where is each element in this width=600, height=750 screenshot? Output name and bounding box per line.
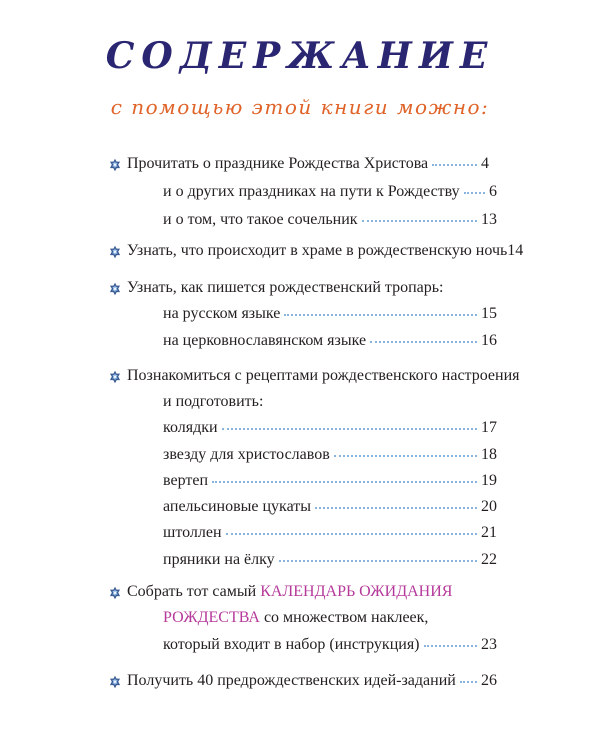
toc-entry-text: Узнать, как пишется рождественский тропарь: bbox=[127, 279, 444, 296]
toc-subentry bbox=[163, 304, 497, 324]
snowflake-icon bbox=[108, 675, 122, 689]
toc-entry-text: и о других праздниках на пути к Рождеству bbox=[163, 183, 460, 200]
toc-entry-page: 21 bbox=[481, 524, 497, 541]
toc-entry-text: звезду для христославов bbox=[163, 446, 330, 463]
toc-entry-text: и подготовить: bbox=[163, 393, 264, 410]
toc-entry-continuation bbox=[163, 392, 497, 412]
toc-entry-page: 19 bbox=[481, 472, 497, 489]
toc-subentry bbox=[163, 331, 497, 351]
toc-entry bbox=[127, 366, 520, 386]
toc-entry bbox=[127, 671, 497, 691]
toc-entry-continuation bbox=[163, 608, 497, 628]
toc-entry-text: Узнать, что происходит в храме в рождественскую ночь bbox=[127, 242, 508, 259]
calendar-title-highlight: РОЖДЕСТВА bbox=[163, 609, 260, 626]
toc-subentry bbox=[163, 445, 497, 465]
snowflake-icon bbox=[108, 158, 122, 172]
toc-entry-page: 15 bbox=[481, 305, 497, 322]
dot-leader bbox=[432, 160, 477, 166]
toc-subentry bbox=[163, 210, 497, 230]
dot-leader bbox=[362, 216, 477, 222]
toc-entry-text: на церковнославянском языке bbox=[163, 332, 367, 349]
toc-entry-text: Собрать тот самый bbox=[127, 583, 257, 600]
dot-leader bbox=[226, 529, 477, 535]
toc-entry-text: колядки bbox=[163, 419, 218, 436]
toc-entry-page: 18 bbox=[481, 446, 497, 463]
toc-entry-text: Познакомиться с рецептами рождественского настроения bbox=[127, 367, 520, 384]
toc-entry bbox=[127, 278, 497, 298]
toc-entry-text: вертеп bbox=[163, 472, 209, 489]
page-title: СОДЕРЖАНИЕ bbox=[105, 35, 495, 77]
dot-leader bbox=[284, 310, 477, 316]
toc-entry-page: 14 bbox=[507, 242, 524, 259]
toc-entry-text: и о том, что такое сочельник bbox=[163, 211, 358, 228]
toc-entry-page: 22 bbox=[481, 551, 497, 568]
dot-leader bbox=[424, 641, 478, 647]
toc-entry-page: 6 bbox=[489, 183, 497, 200]
toc-subentry bbox=[163, 418, 497, 438]
dot-leader bbox=[279, 556, 477, 562]
dot-leader bbox=[334, 451, 477, 457]
toc-entry-page: 20 bbox=[481, 498, 497, 515]
toc-entry-text: на русском языке bbox=[163, 305, 281, 322]
toc-entry-page: 23 bbox=[481, 636, 497, 653]
dot-leader bbox=[460, 677, 477, 683]
dot-leader bbox=[464, 188, 485, 194]
toc-entry-text: апельсиновые цукаты bbox=[163, 498, 311, 515]
toc-entry-text: который входит в набор (инструкция) bbox=[163, 636, 420, 653]
toc-entry-page: 16 bbox=[481, 332, 497, 349]
snowflake-icon bbox=[108, 245, 122, 259]
toc-subentry bbox=[163, 523, 497, 543]
toc-entry-page: 17 bbox=[481, 419, 497, 436]
dot-leader bbox=[370, 337, 477, 343]
toc-subentry bbox=[163, 471, 497, 491]
toc-entry-continuation bbox=[163, 635, 497, 655]
dot-leader bbox=[222, 424, 477, 430]
toc-entry-page: 4 bbox=[481, 155, 489, 172]
toc-entry bbox=[127, 154, 489, 174]
calendar-title-highlight: КАЛЕНДАРЬ ОЖИДАНИЯ bbox=[260, 583, 453, 600]
toc-entry-text: Прочитать о празднике Рождества Христова bbox=[127, 155, 429, 172]
page-subtitle: с помощью этой книги можно: bbox=[110, 95, 490, 119]
toc-entry-text: со множеством наклеек, bbox=[263, 609, 429, 626]
snowflake-icon bbox=[108, 586, 122, 600]
snowflake-icon bbox=[108, 370, 122, 384]
toc-entry-text: Получить 40 предрождественских идей-заданий bbox=[127, 672, 456, 689]
dot-leader bbox=[315, 503, 477, 509]
toc-entry bbox=[127, 241, 524, 261]
toc-entry-text: пряники на ёлку bbox=[163, 551, 275, 568]
toc-subentry bbox=[163, 497, 497, 517]
toc-entry-text: штоллен bbox=[163, 524, 222, 541]
snowflake-icon bbox=[108, 282, 122, 296]
toc-entry bbox=[127, 582, 497, 602]
toc-subentry bbox=[163, 550, 497, 570]
toc-subentry bbox=[163, 182, 497, 202]
toc-entry-page: 26 bbox=[481, 672, 497, 689]
toc-entry-page: 13 bbox=[481, 211, 497, 228]
dot-leader bbox=[212, 477, 477, 483]
